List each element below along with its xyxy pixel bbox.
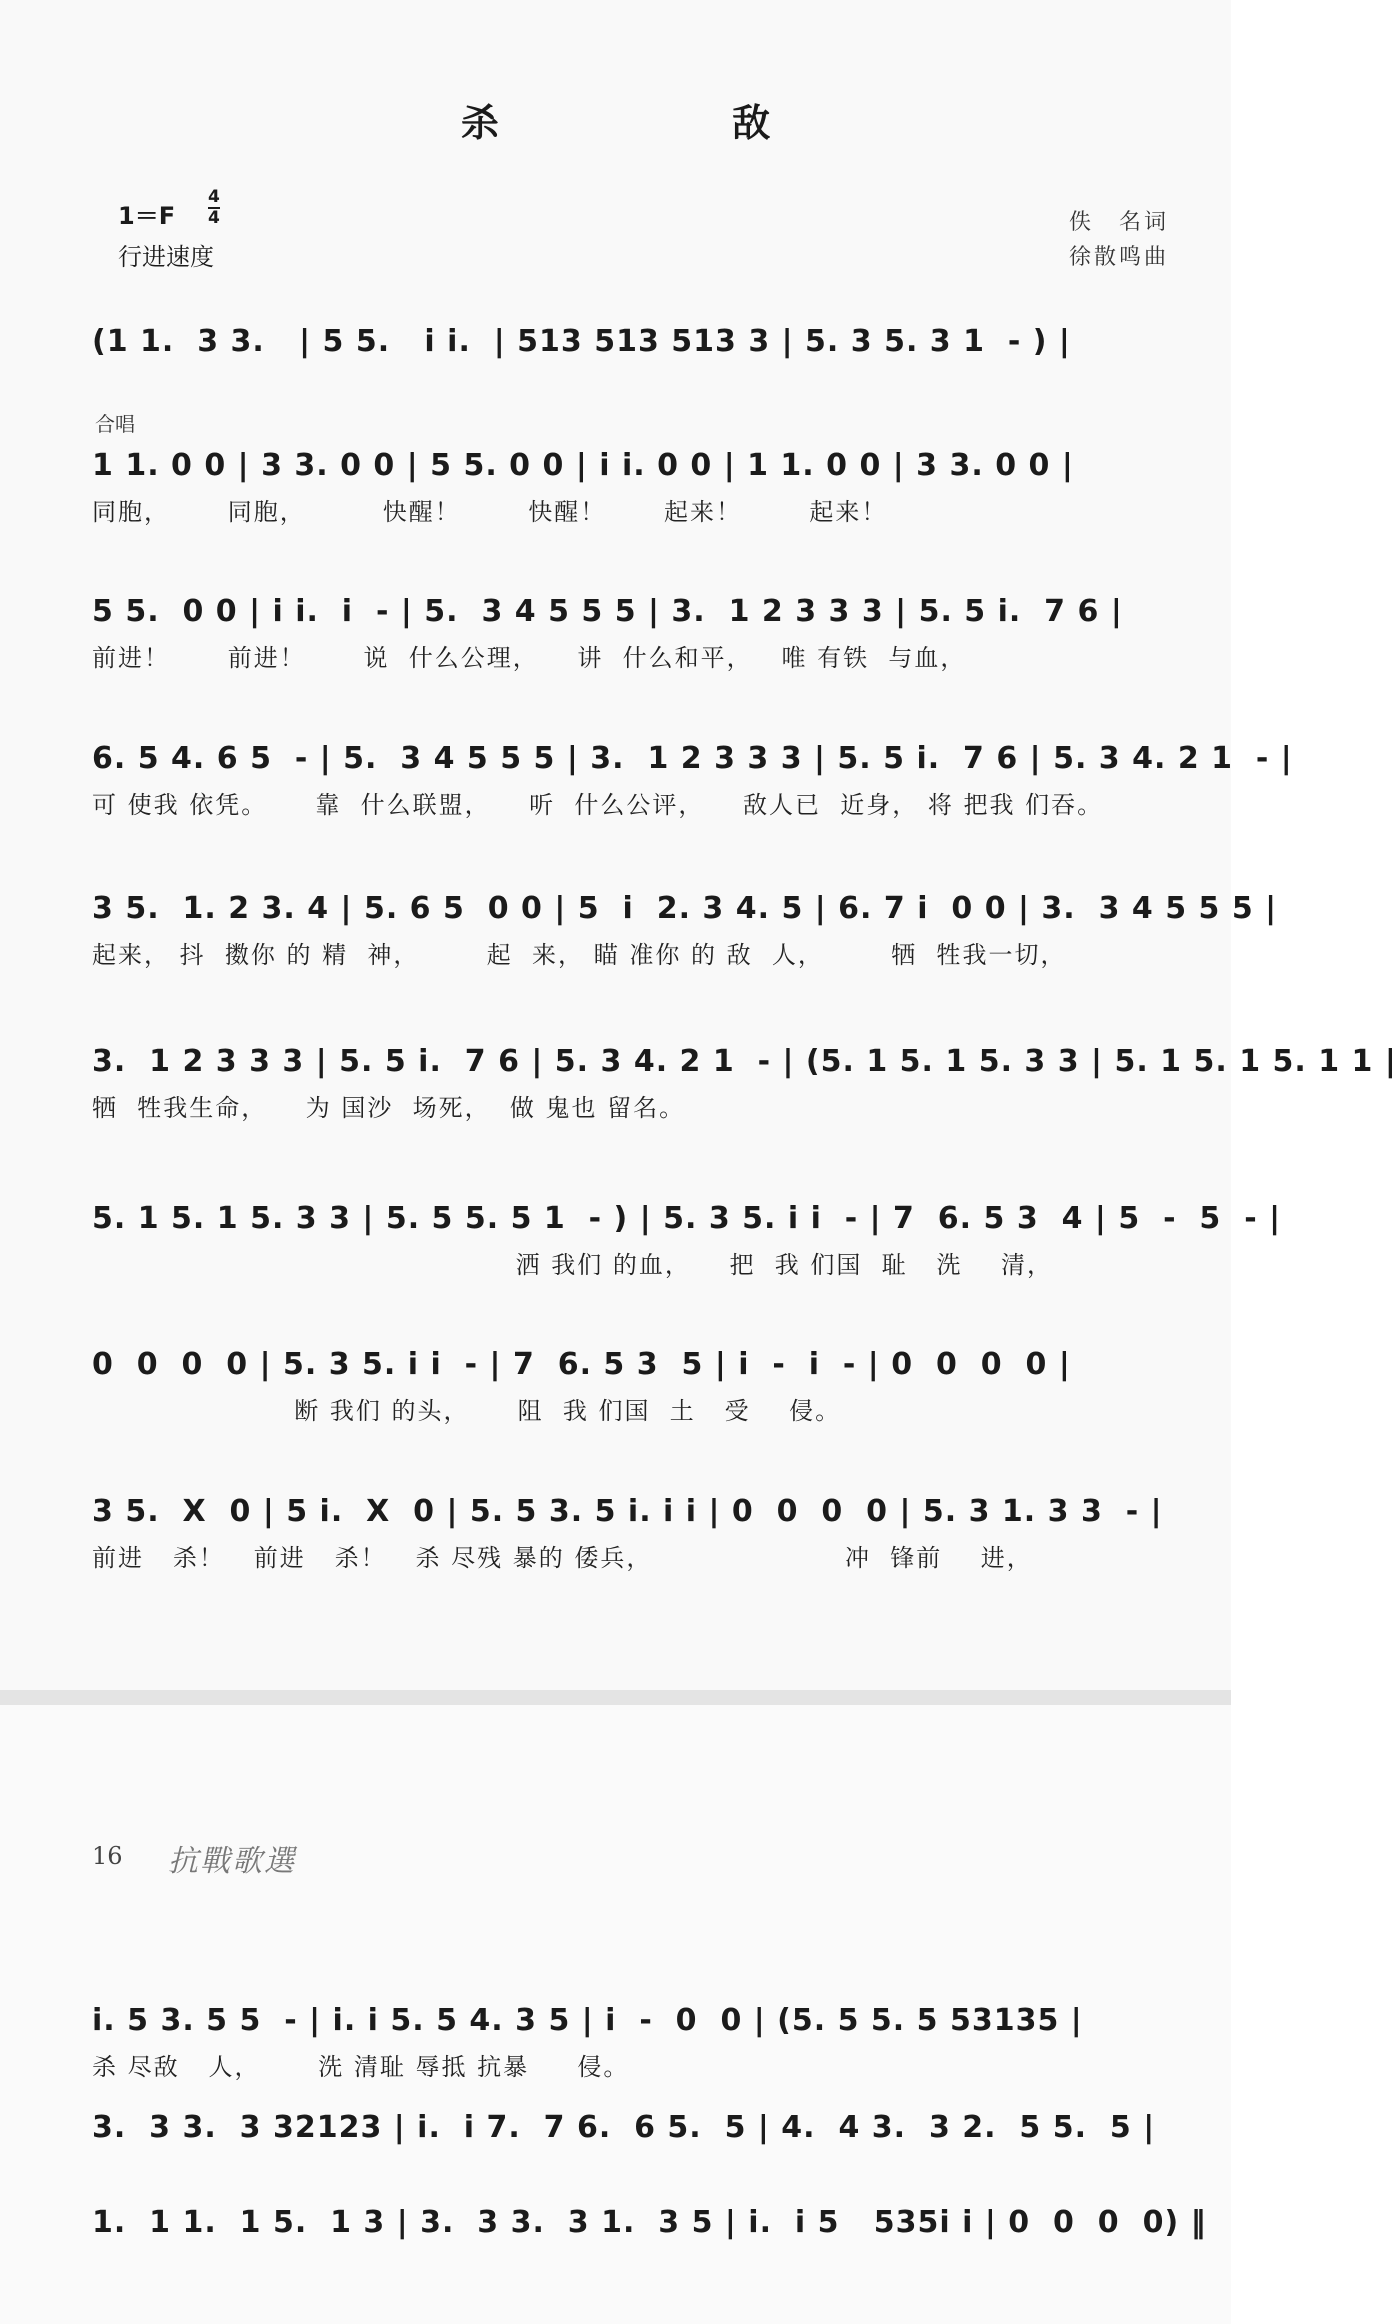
score-system (0, 586, 1231, 696)
lyrics-line: 洒 我们 的血， 把 我 们国 耻 洗 清， (92, 1251, 1053, 1279)
notation-line: 1 1. 0 0 | 3 3. 0 0 | 5 5. 0 0 | i i. 0 0 | 1 1. 0 0 | 3 3. 0 0 | (92, 447, 1074, 483)
score-system (0, 1036, 1397, 1146)
lyricist-credit: 佚 名词 (1068, 210, 1169, 235)
meter-top: 4 (208, 187, 220, 207)
time-signature (208, 188, 220, 228)
lyrics-line: 牺 牲我生命， 为 国沙 场死， 做 鬼也 留名。 (92, 1094, 686, 1122)
notation-line: 3. 3 3. 3 32123 | i. i 7. 7 6. 6 5. 5 | 4. 4 3. 3 2. 5 5. 5 | (92, 2109, 1156, 2145)
score-system (0, 440, 1231, 550)
score-system (0, 1193, 1282, 1303)
notation-line: 6. 5 4. 6 5 - | 5. 3 4 5 5 5 | 3. 1 2 3 3 3 | 5. 5 i. 7 6 | 5. 3 4. 2 1 - | (92, 740, 1293, 776)
song-title: 杀 敌 (460, 100, 881, 145)
score-system (0, 733, 1293, 843)
key-signature: 1＝F (118, 202, 176, 230)
notation-line: 1. 1 1. 1 5. 1 3 | 3. 3 3. 3 1. 3 5 | i. i 5 535i i | 0 0 0 0) ‖ (92, 2204, 1207, 2240)
notation-line: i. 5 3. 5 5 - | i. i 5. 5 4. 3 5 | i - 0 0 | (5. 5 5. 5 53135 | (92, 2002, 1083, 2038)
lyrics-line: 前进！ 前进！ 说 什么公理， 讲 什么和平， 唯 有铁 与血， (92, 644, 967, 672)
book-title: 抗戰歌選 (168, 1844, 296, 1879)
part-label: 合唱 (95, 412, 135, 436)
notation-line: 0 0 0 0 | 5. 3 5. i i - | 7 6. 5 3 5 | i - i - | 0 0 0 0 | (92, 1346, 1071, 1382)
page-separator (0, 1690, 1231, 1705)
meter-bottom: 4 (208, 208, 220, 228)
lyrics-line: 杀 尽敌 人， 洗 清耻 辱抵 抗暴 侵。 (92, 2053, 630, 2081)
lyrics-line: 起来， 抖 擞你 的 精 神， 起 来， 瞄 准你 的 敌 人， 牺 牲我一切， (92, 941, 1067, 969)
score-system (0, 316, 1231, 426)
score-system (0, 1339, 1231, 1449)
lyrics-line: 前进 杀！ 前进 杀！ 杀 尽残 暴的 倭兵， 冲 锋前 进， (92, 1544, 1033, 1572)
lyrics-line: 断 我们 的头， 阻 我 们国 土 受 侵。 (92, 1397, 842, 1425)
page-number: 16 (92, 1842, 123, 1870)
score-system (0, 1486, 1231, 1596)
lyrics-line: 可 使我 依凭。 靠 什么联盟， 听 什么公评， 敌人已 近身， 将 把我 们吞。 (92, 791, 1104, 819)
lyrics-line (92, 2154, 1170, 2194)
notation-line: 5. 1 5. 1 5. 3 3 | 5. 5 5. 5 1 - ) | 5. 3 5. i i - | 7 6. 5 3 4 | 5 - 5 - | (92, 1200, 1282, 1236)
notation-line: (1 1. 3 3. | 5 5. i i. | 513 513 513 3 | 5. 3 5. 3 1 - ) | (92, 323, 1071, 359)
notation-line: 3. 1 2 3 3 3 | 5. 5 i. 7 6 | 5. 3 4. 2 1 - | (5. 1 5. 1 5. 3 3 | 5. 1 5. 1 5. 1 1 | (92, 1043, 1397, 1079)
notation-line: 5 5. 0 0 | i i. i - | 5. 3 4 5 5 5 | 3. 1 2 3 3 3 | 5. 5 i. 7 6 | (92, 593, 1123, 629)
lyrics-line: 同胞， 同胞， 快醒！ 快醒！ 起来！ 起来！ (92, 498, 888, 526)
score-system (0, 1995, 1231, 2105)
notation-line: 3 5. X 0 | 5 i. X 0 | 5. 5 3. 5 i. i i | 0 0 0 0 | 5. 3 1. 3 3 - | (92, 1493, 1163, 1529)
composer-credit: 徐散鸣曲 (1068, 245, 1169, 270)
lyrics-line (92, 368, 1170, 408)
lyrics-line (92, 2249, 1170, 2289)
score-system (0, 2197, 1231, 2307)
score-system (0, 883, 1278, 993)
score-system (0, 2102, 1231, 2212)
notation-line: 3 5. 1. 2 3. 4 | 5. 6 5 0 0 | 5 i 2. 3 4. 5 | 6. 7 i 0 0 | 3. 3 4 5 5 5 | (92, 890, 1278, 926)
tempo-marking: 行进速度 (118, 243, 214, 271)
